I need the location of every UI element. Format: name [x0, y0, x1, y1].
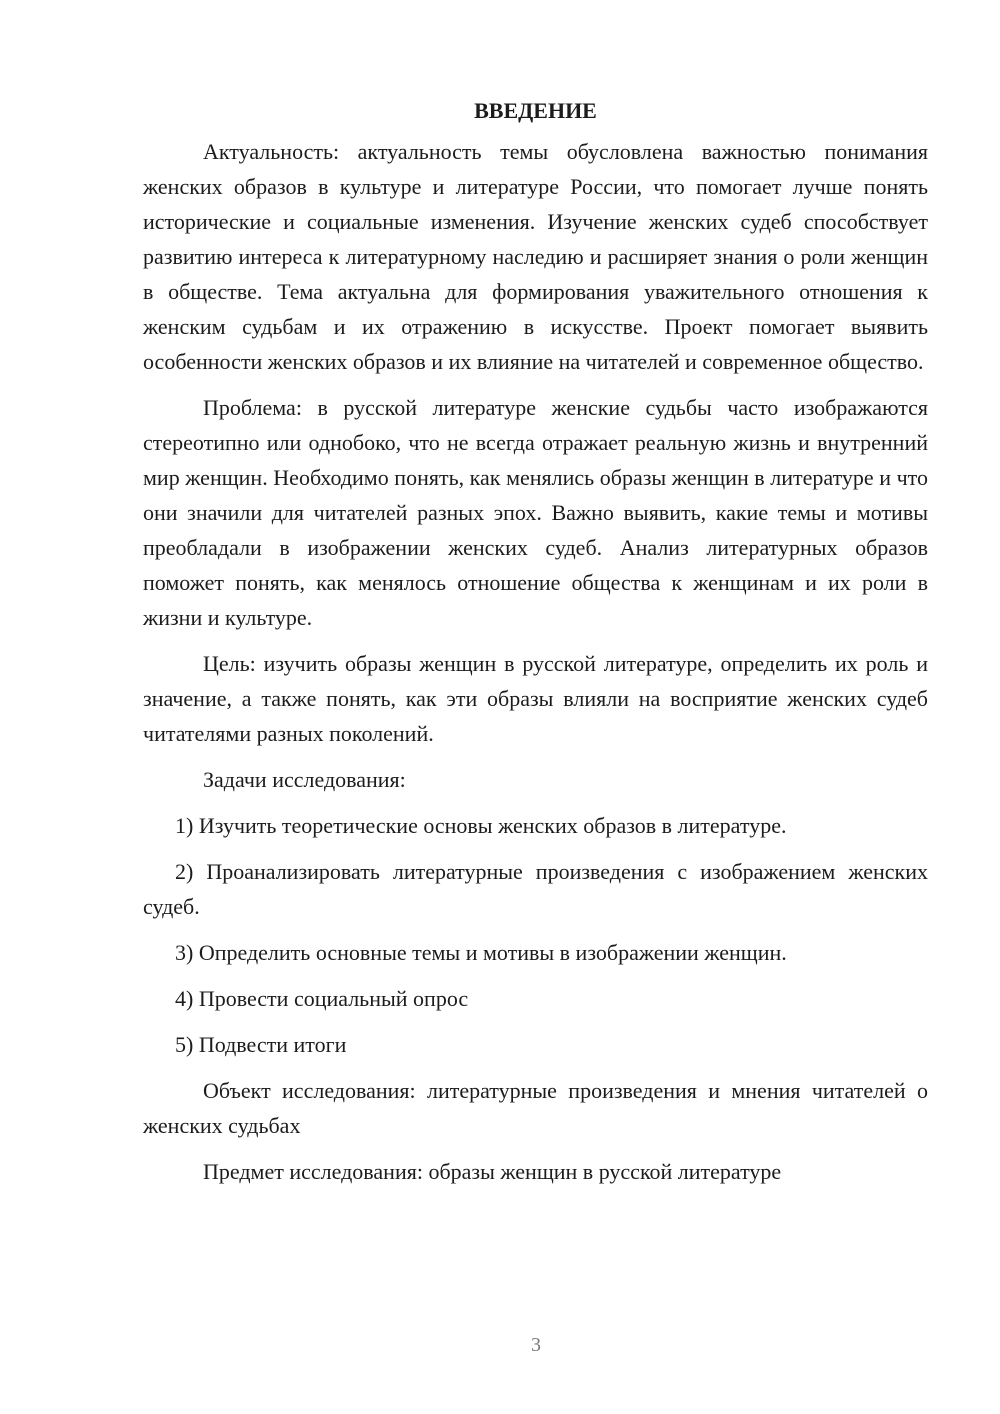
page-number: 3 — [531, 1334, 541, 1356]
research-subject-paragraph: Предмет исследования: образы женщин в русской литературе — [203, 1159, 782, 1184]
document-body — [143, 93, 928, 1200]
problem-paragraph: Проблема: в русской литературе женские судьбы часто изображаются стереотипно или однобоко, что не всегда отражает реальную жизнь и внутренний мир женщин. Необходимо понять, как менялись образы женщин в литературе и что они значили для читателей разных эпох. Важно выявить, какие темы и мотивы преобладали в изображении женских судеб. Анализ литературных образов поможет понять, как менялось отношение общества к женщинам и их роли в жизни и культуре. — [143, 395, 928, 630]
section-title: ВВЕДЕНИЕ — [474, 98, 597, 123]
task-item-1: 1) Изучить теоретические основы женских образов в литературе. — [175, 813, 787, 838]
goal-paragraph: Цель: изучить образы женщин в русской литературе, определить их роль и значение, а также понять, как эти образы влияли на восприятие женских судеб читателями разных поколений. — [143, 651, 928, 746]
task-item-3: 3) Определить основные темы и мотивы в изображении женщин. — [175, 940, 787, 965]
task-item-5: 5) Подвести итоги — [175, 1032, 347, 1057]
task-item-2: 2) Проанализировать литературные произведения с изображением женских судеб. — [143, 859, 928, 919]
research-object-paragraph: Объект исследования: литературные произведения и мнения читателей о женских судьбах — [143, 1078, 928, 1138]
task-item-4: 4) Провести социальный опрос — [175, 986, 469, 1011]
relevance-paragraph: Актуальность: актуальность темы обусловлена важностью понимания женских образов в культуре и литературе России, что помогает лучше понять исторические и социальные изменения. Изучение женских судеб способствует развитию интереса к литературному наследию и расширяет знания о роли женщин в обществе. Тема актуальна для формирования уважительного отношения к женским судьбам и их отражению в искусстве. Проект помогает выявить особенности женских образов и их влияние на читателей и современное общество. — [143, 139, 928, 374]
tasks-heading: Задачи исследования: — [203, 767, 406, 792]
